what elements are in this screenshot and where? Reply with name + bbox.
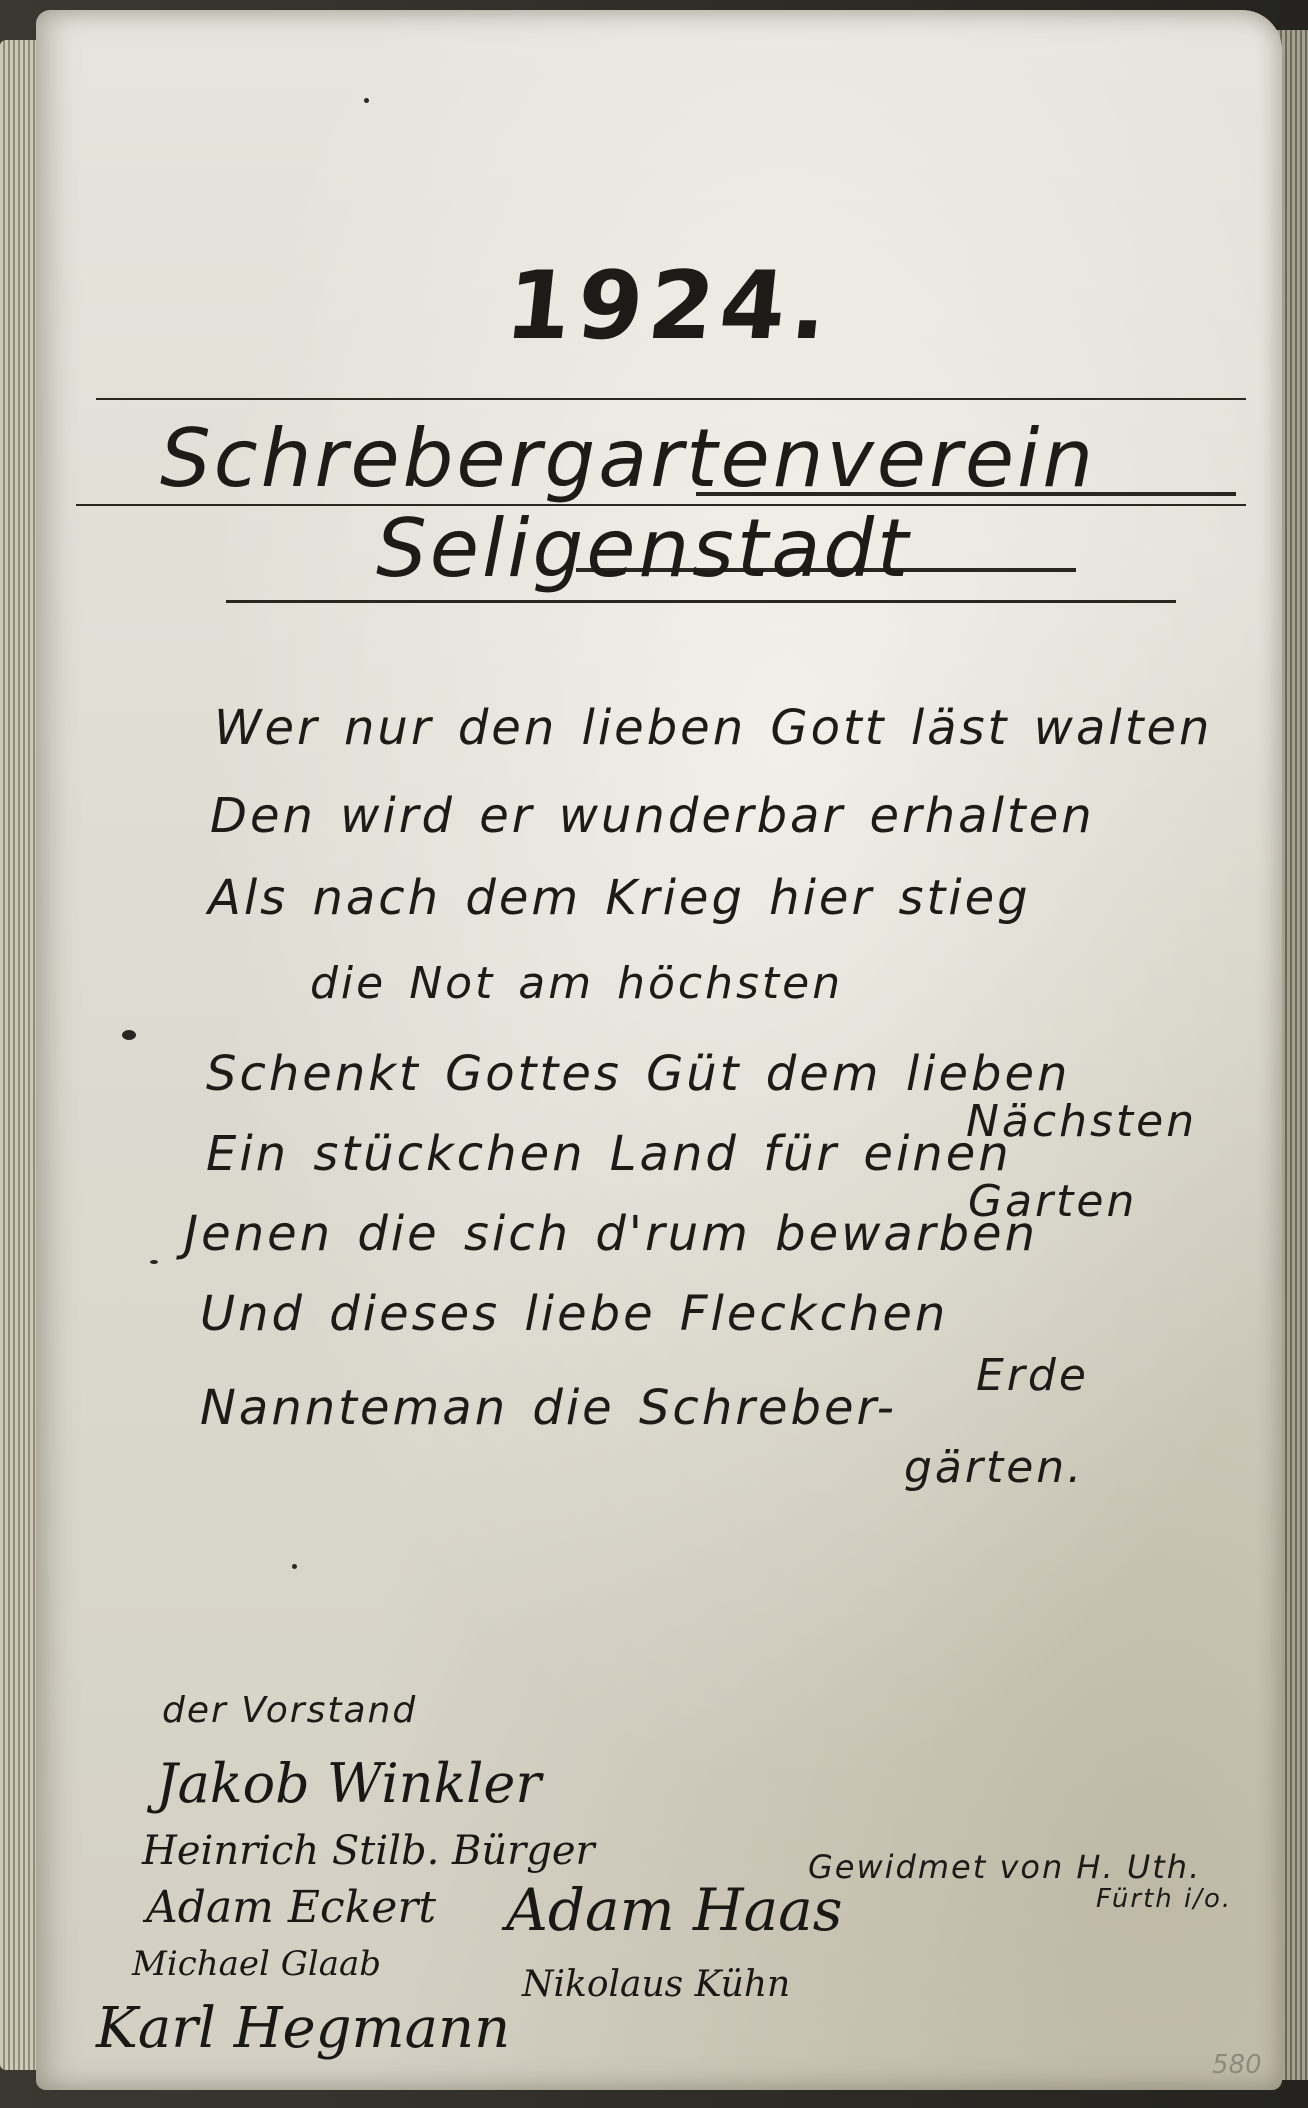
- ink-speck: [292, 1564, 297, 1569]
- ink-speck: [150, 1260, 158, 1264]
- poem-line: Wer nur den lieben Gott läst walten: [214, 700, 1213, 756]
- title-rule: [226, 600, 1176, 603]
- poem-line: Schenkt Gottes Güt dem lieben: [206, 1046, 1071, 1102]
- poem-line: Erde: [976, 1350, 1089, 1401]
- signature: Heinrich Stilb. Bürger: [142, 1828, 595, 1874]
- signature: Adam Eckert: [146, 1882, 437, 1933]
- poem-line: Nannteman die Schreber-: [200, 1380, 897, 1436]
- poem-line: Und dieses liebe Fleckchen: [200, 1286, 949, 1342]
- signature: Karl Hegmann: [96, 1996, 511, 2061]
- poem-line: die Not am höchsten: [310, 958, 844, 1009]
- notebook-page: [36, 10, 1282, 2090]
- title-line-1: Schrebergartenverein: [160, 412, 1097, 505]
- signature: Jakob Winkler: [156, 1752, 542, 1815]
- page-number-stamp: 580: [1212, 2050, 1262, 2080]
- title-line-2: Seligenstadt: [376, 502, 912, 595]
- year-heading: 1924.: [500, 252, 840, 361]
- signature: Adam Haas: [506, 1876, 843, 1944]
- title-rule: [96, 398, 1246, 400]
- poem-line: Den wird er wunderbar erhalten: [210, 788, 1095, 844]
- dedication-line-1: Gewidmet von H. Uth.: [808, 1848, 1202, 1886]
- ink-speck: [364, 98, 369, 103]
- board-label: der Vorstand: [162, 1690, 418, 1731]
- dedication-line-2: Fürth i/o.: [1096, 1884, 1233, 1914]
- signature: Michael Glaab: [132, 1944, 382, 1984]
- ink-speck: [122, 1030, 136, 1040]
- poem-line: Als nach dem Krieg hier stieg: [208, 870, 1031, 926]
- poem-line: Jenen die sich d'rum bewarben: [184, 1206, 1038, 1262]
- poem-line: Nächsten: [966, 1096, 1198, 1147]
- poem-line: Ein stückchen Land für einen: [206, 1126, 1012, 1182]
- poem-line: Garten: [968, 1176, 1138, 1227]
- signature: Nikolaus Kühn: [522, 1964, 791, 2005]
- poem-line: gärten.: [904, 1442, 1085, 1493]
